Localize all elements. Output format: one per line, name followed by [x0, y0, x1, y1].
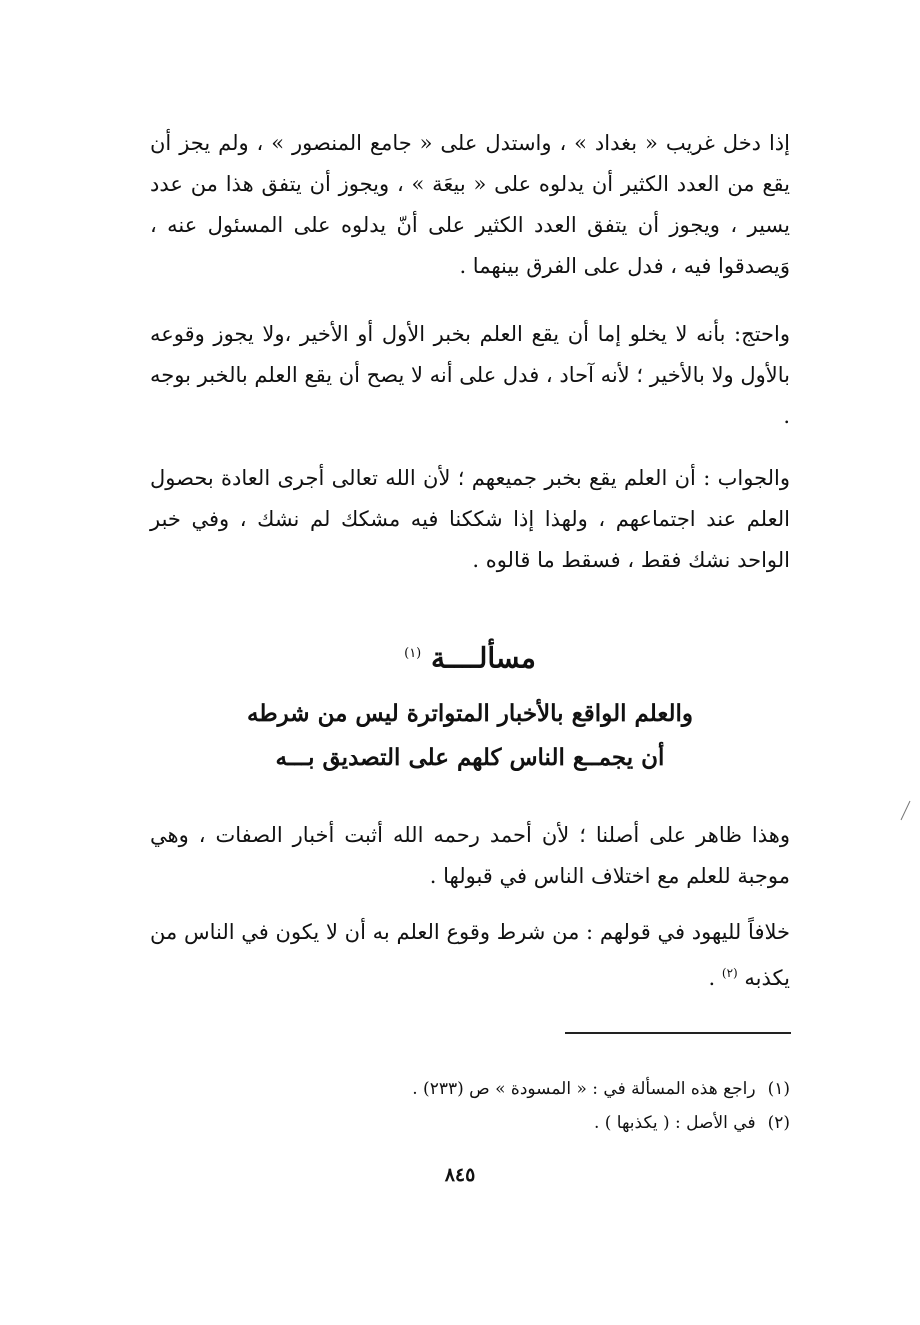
section-heading-title: مسألــــة [431, 641, 536, 675]
paragraph-3-container [150, 458, 790, 581]
paragraph-1: إذا دخل غريب « بغداد » ، واستدل على « جامع المنصور » ، ولم يجز أن يقع من العدد الكثير أن يدلوه على « بيعَة » ، ويجوز أن يتفق هذا من عدد يسير ، ويجوز أن يتفق العدد الكثير على أنّ يدلوه على المسئول عنه ، وَيصدقوا فيه ، فدل على الفرق بينهما . [150, 131, 790, 278]
section-heading [150, 632, 790, 680]
paragraph-4-container [150, 815, 790, 897]
paragraph-5-end: . [708, 966, 722, 990]
footnote-2 [150, 1106, 790, 1140]
paragraph-4: وهذا ظاهر على أصلنا ؛ لأن أحمد رحمه الله أثبت أخبار الصفات ، وهي موجبة للعلم مع اختلاف الناس في قبولها . [150, 823, 790, 888]
footnote-1-text: راجع هذه المسألة في : « المسودة » ص (٢٣٣) . [412, 1079, 756, 1099]
footnote-divider [565, 1032, 791, 1034]
paragraph-3: والجواب : أن العلم يقع بخبر جميعهم ؛ لأن الله تعالى أجرى العادة بحصول العلم عند اجتماعهم ، ولهذا إذا شككنا فيه مشكك لم نشك ، وفي خبر الواحد نشك فقط ، فسقط ما قالوه . [150, 466, 790, 572]
section-heading-footnote-ref: (١) [404, 646, 422, 661]
footnotes [150, 1072, 790, 1140]
paragraph-5-footnote-ref: (٢) [721, 966, 738, 980]
subheading-line-1: والعلم الواقع بالأخبار المتواترة ليس من شرطه [246, 700, 694, 727]
paragraph-5 [150, 912, 790, 999]
paragraph-5-container [150, 912, 790, 999]
paragraph-2: واحتج: بأنه لا يخلو إما أن يقع العلم بخبر الأول أو الأخير ،ولا يجوز وقوعه بالأول ولا بالأخير ؛ لأنه آحاد ، فدل على أنه لا يصح أن يقع العلم بالخبر بوجه . [150, 322, 790, 428]
section-subheading [150, 692, 790, 780]
page-number: ٨٤٥ [444, 1164, 476, 1186]
subheading-line-2: أن يجمــع الناس كلهم على التصديق بـــه [275, 744, 665, 771]
footnote-2-text: في الأصل : ( يكذبها ) . [593, 1113, 756, 1133]
footnote-2-number: (٢) [767, 1113, 790, 1133]
paragraph-2-container [150, 314, 790, 437]
footnote-1-number: (١) [767, 1079, 790, 1099]
paragraph-5-text: خلافاً لليهود في قولهم : من شرط وقوع العلم به أن لا يكون في الناس من يكذبه [150, 920, 790, 990]
paragraph-1-container [150, 123, 790, 287]
footnote-1 [150, 1072, 790, 1106]
margin-pencil-mark [898, 800, 912, 822]
